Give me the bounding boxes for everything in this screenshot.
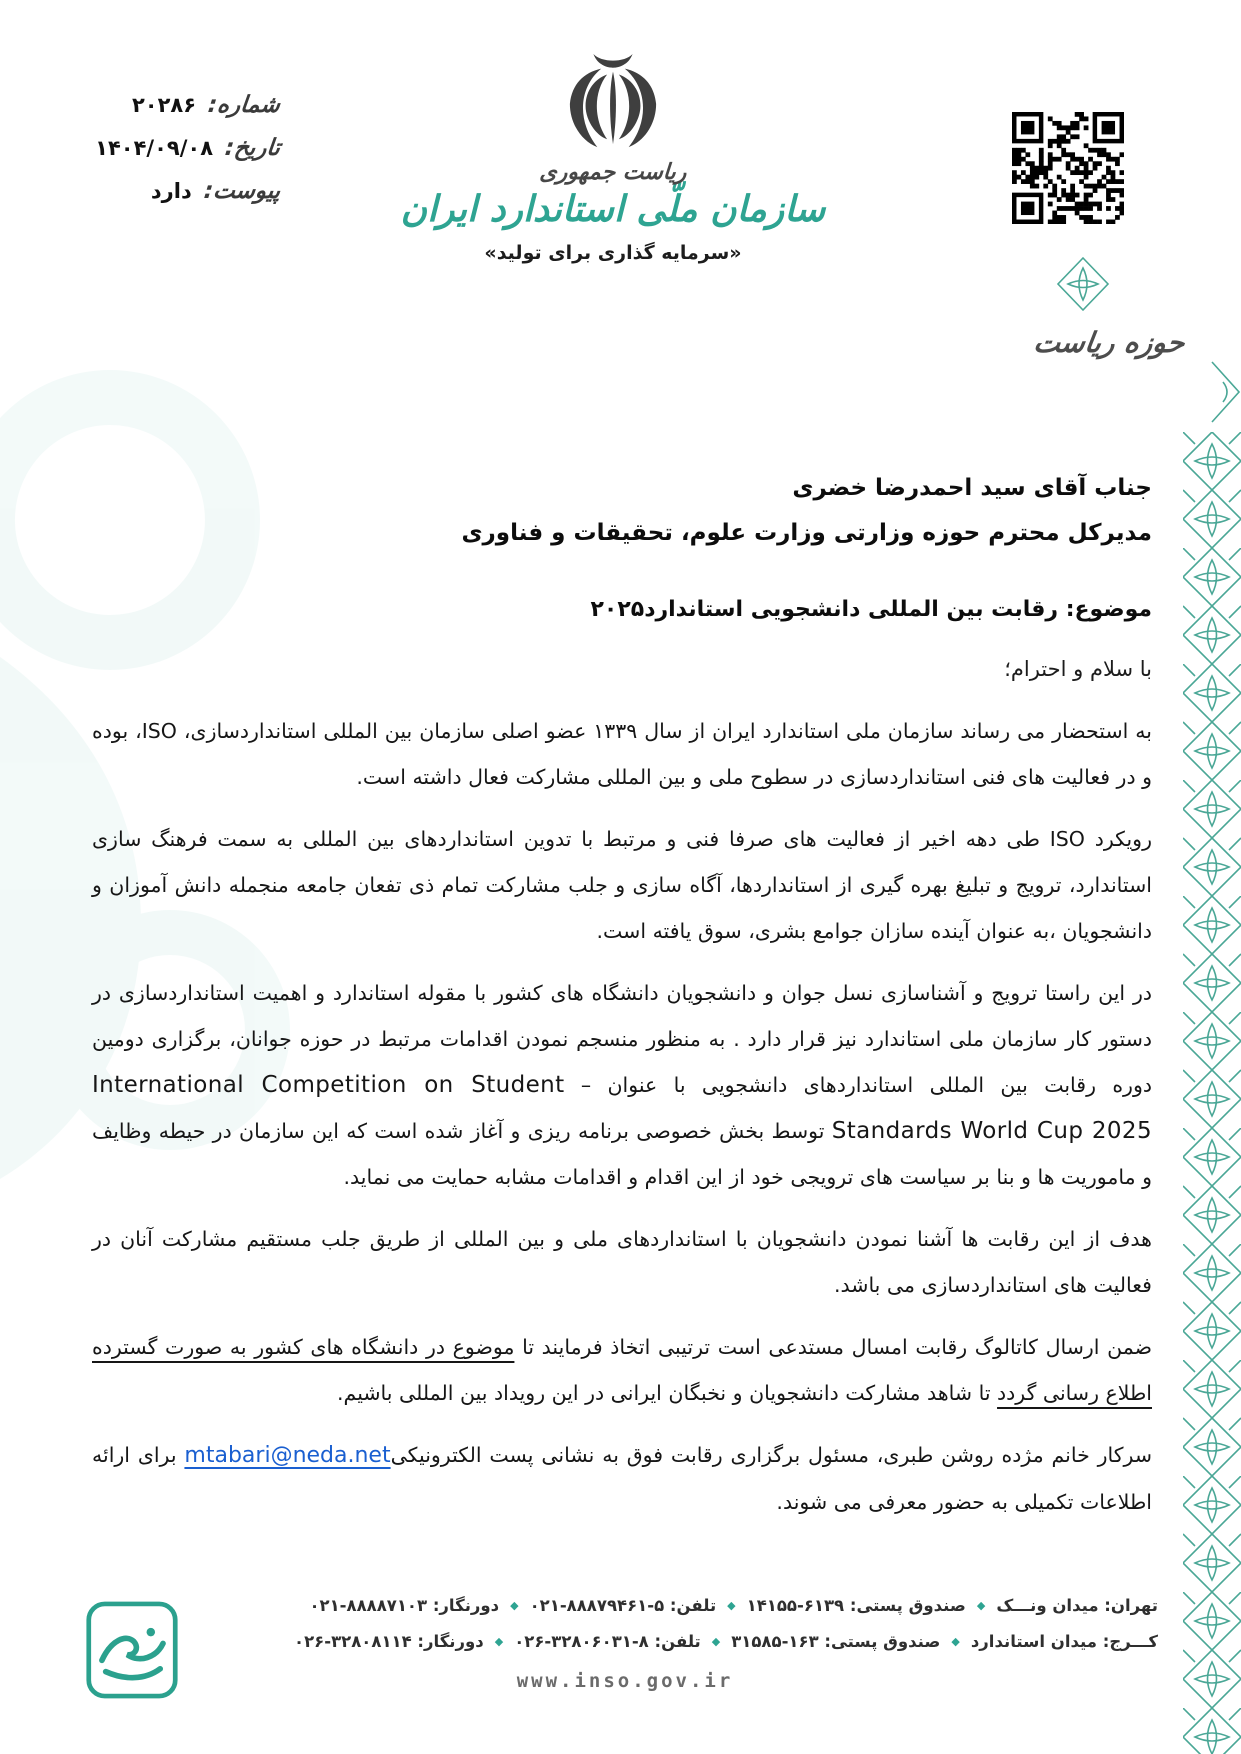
footer-address-lines — [92, 1588, 1158, 1660]
paragraph — [92, 1324, 1152, 1416]
footer-field-label: تلفن: — [664, 1596, 717, 1615]
inso-logo-icon — [85, 1600, 179, 1700]
diamond-separator-icon: ◆ — [976, 1599, 986, 1612]
letter-attachment-row — [70, 178, 280, 204]
footer-field-label: تهران: — [1098, 1596, 1158, 1615]
diamond-separator-icon: ◆ — [711, 1635, 721, 1648]
diamond-separator-icon: ◆ — [951, 1635, 960, 1648]
recipient-name: جناب آقای سید احمدرضا خضری — [792, 475, 1152, 501]
footer-field-value: میدان ونـــک — [996, 1596, 1099, 1615]
recipient-title: مدیرکل محترم حوزه وزارتی وزارت علوم، تحقیقات و فناوری — [461, 520, 1152, 546]
border-fragment-ornament — [1209, 360, 1241, 424]
footer-field-value: ۳۱۵۸۵-۱۶۳ — [731, 1632, 819, 1651]
text-segment: ISO — [1049, 827, 1085, 851]
text-segment: در این راستا ترویج و آشناسازی نسل جوان و دانشجویان دانشگاه های کشور با مقوله استاندارد و اهمیت استانداردسازی در دستور کار سازمان ملی استاندارد نیز قرار دارد . به منظور منسجم نمودن اقدامات مرتبط در حوزه جوانان، برگزاری دومین دوره رقابت بین المللی استانداردهای دانشجویی با عنوان – — [92, 981, 1152, 1097]
letter-date-row — [70, 135, 280, 161]
date-value: ۱۴۰۴/۰۹/۰۸ — [95, 136, 214, 160]
diamond-lattice-border — [1183, 432, 1241, 1754]
footer-field-label: صندوق پستی: — [818, 1632, 941, 1651]
paragraph — [92, 816, 1152, 954]
attachment-label: پیوست: — [202, 178, 282, 204]
diamond-separator-icon: ◆ — [727, 1599, 736, 1612]
footer-field-value: ۱۴۱۵۵-۶۱۳۹ — [746, 1596, 845, 1615]
footer-field-label: تلفن: — [648, 1632, 701, 1651]
paragraph — [92, 708, 1152, 800]
corner-diamond-ornament — [1056, 256, 1110, 312]
footer-field-label: صندوق پستی: — [844, 1596, 966, 1615]
footer — [92, 1588, 1158, 1692]
diamond-separator-icon: ◆ — [494, 1635, 504, 1648]
letterhead — [378, 46, 848, 264]
text-segment: ، بوده و در فعالیت های فنی استانداردسازی در سطوح ملی و بین المللی مشارکت فعال داشته است. — [92, 719, 1152, 789]
footer-field-value: ۰۲۱-۸۸۸۷۹۴۶۱-۵ — [529, 1596, 665, 1615]
department-script: حوزه ریاست — [1032, 326, 1188, 359]
footer-address-line — [92, 1588, 1158, 1624]
letter-meta-block — [70, 92, 280, 221]
diamond-separator-icon: ◆ — [510, 1599, 519, 1612]
paragraph — [92, 1432, 1152, 1525]
text-segment: ISO — [141, 719, 177, 743]
slogan: «سرمایه گذاری برای تولید» — [484, 242, 742, 264]
text-segment: International Competition on Student Standards World Cup 2025 — [92, 1072, 1152, 1144]
footer-field-label: دورنگار: — [427, 1596, 500, 1615]
qr-code-icon — [1012, 112, 1124, 224]
paragraph — [92, 1216, 1152, 1308]
number-label: شماره: — [206, 92, 282, 118]
text-segment: به استحضار می رساند سازمان ملی استاندارد ایران از سال ۱۳۳۹ عضو اصلی سازمان بین المللی استانداردسازی، — [176, 719, 1152, 743]
date-label: تاریخ: — [223, 135, 282, 161]
iran-emblem-icon — [564, 46, 662, 158]
letter-paragraphs — [92, 708, 1152, 1525]
footer-field-label: کـــرج: — [1096, 1632, 1158, 1651]
organization-name: سازمان ملّی استاندارد ایران — [400, 189, 826, 230]
number-value: ۲۰۲۸۶ — [131, 93, 197, 117]
salutation: با سلام و احترام؛ — [1004, 657, 1152, 681]
text-segment: هدف از این رقابت ها آشنا نمودن دانشجویان با استانداردهای ملی و بین المللی از طریق جلب مستقیم مشارکت آنان در فعالیت های استانداردسازی می باشد. — [92, 1227, 1152, 1297]
footer-field-value: ۰۲۶-۳۲۸۰۸۱۱۴ — [294, 1632, 412, 1651]
text-segment: توسط بخش خصوصی برنامه ریزی و آغاز شده است که این سازمان در حیطه وظایف و ماموریت ها و بنا بر سیاست های ترویجی خود از این اقدام و اقدامات مشابه حمایت می نماید. — [92, 1119, 1152, 1189]
attachment-value: دارد — [150, 179, 192, 203]
footer-field-value: میدان استاندارد — [970, 1632, 1097, 1651]
footer-field-value: ۰۲۱-۸۸۸۸۷۱۰۳ — [309, 1596, 428, 1615]
text-segment: طی دهه اخیر از فعالیت های صرفا فنی و مرتبط با تدوین استانداردهای بین المللی به سمت فرهنگ سازی استاندارد، ترویج و تبلیغ بهره گیری از استانداردها، آگاه سازی و جلب مشارکت تمام ذی تفعان جامعه منجمله دانش آموزان و دانشجویان ،به عنوان آینده سازان جوامع بشری، سوق یافته است. — [92, 827, 1152, 943]
letter-number-row — [70, 92, 280, 118]
letter-body — [92, 466, 1152, 1525]
text-segment: ضمن ارسال کاتالوگ رقابت امسال مستدعی است ترتیبی اتخاذ فرمایند تا — [514, 1335, 1152, 1359]
website-url: www.inso.gov.ir — [516, 1670, 734, 1692]
subject-line: موضوع: رقابت بین المللی دانشجویی استاندارد۲۰۲۵ — [590, 597, 1152, 622]
footer-field-value: ۰۲۶-۳۲۸۰۶۰۳۱-۸ — [514, 1632, 649, 1651]
text-segment: سرکار خانم مژده روشن طبری، مسئول برگزاری رقابت فوق به نشانی پست الکترونیکی — [390, 1443, 1152, 1467]
text-segment: تا شاهد مشارکت دانشجویان و نخبگان ایرانی در این رویداد بین المللی باشیم. — [337, 1381, 998, 1405]
email-link[interactable]: mtabari@neda.net — [184, 1443, 391, 1468]
text-segment: برای ارائه اطلاعات تکمیلی به حضور معرفی می شوند. — [92, 1443, 1152, 1514]
presidency-title: ریاست جمهوری — [538, 160, 688, 185]
text-segment: موضوع در دانشگاه های کشور به صورت گسترده اطلاع رسانی گردد — [92, 1335, 1152, 1405]
footer-address-line — [92, 1624, 1158, 1660]
text-segment: رویکرد — [1084, 827, 1152, 851]
paragraph — [92, 970, 1152, 1200]
footer-field-label: دورنگار: — [411, 1632, 484, 1651]
